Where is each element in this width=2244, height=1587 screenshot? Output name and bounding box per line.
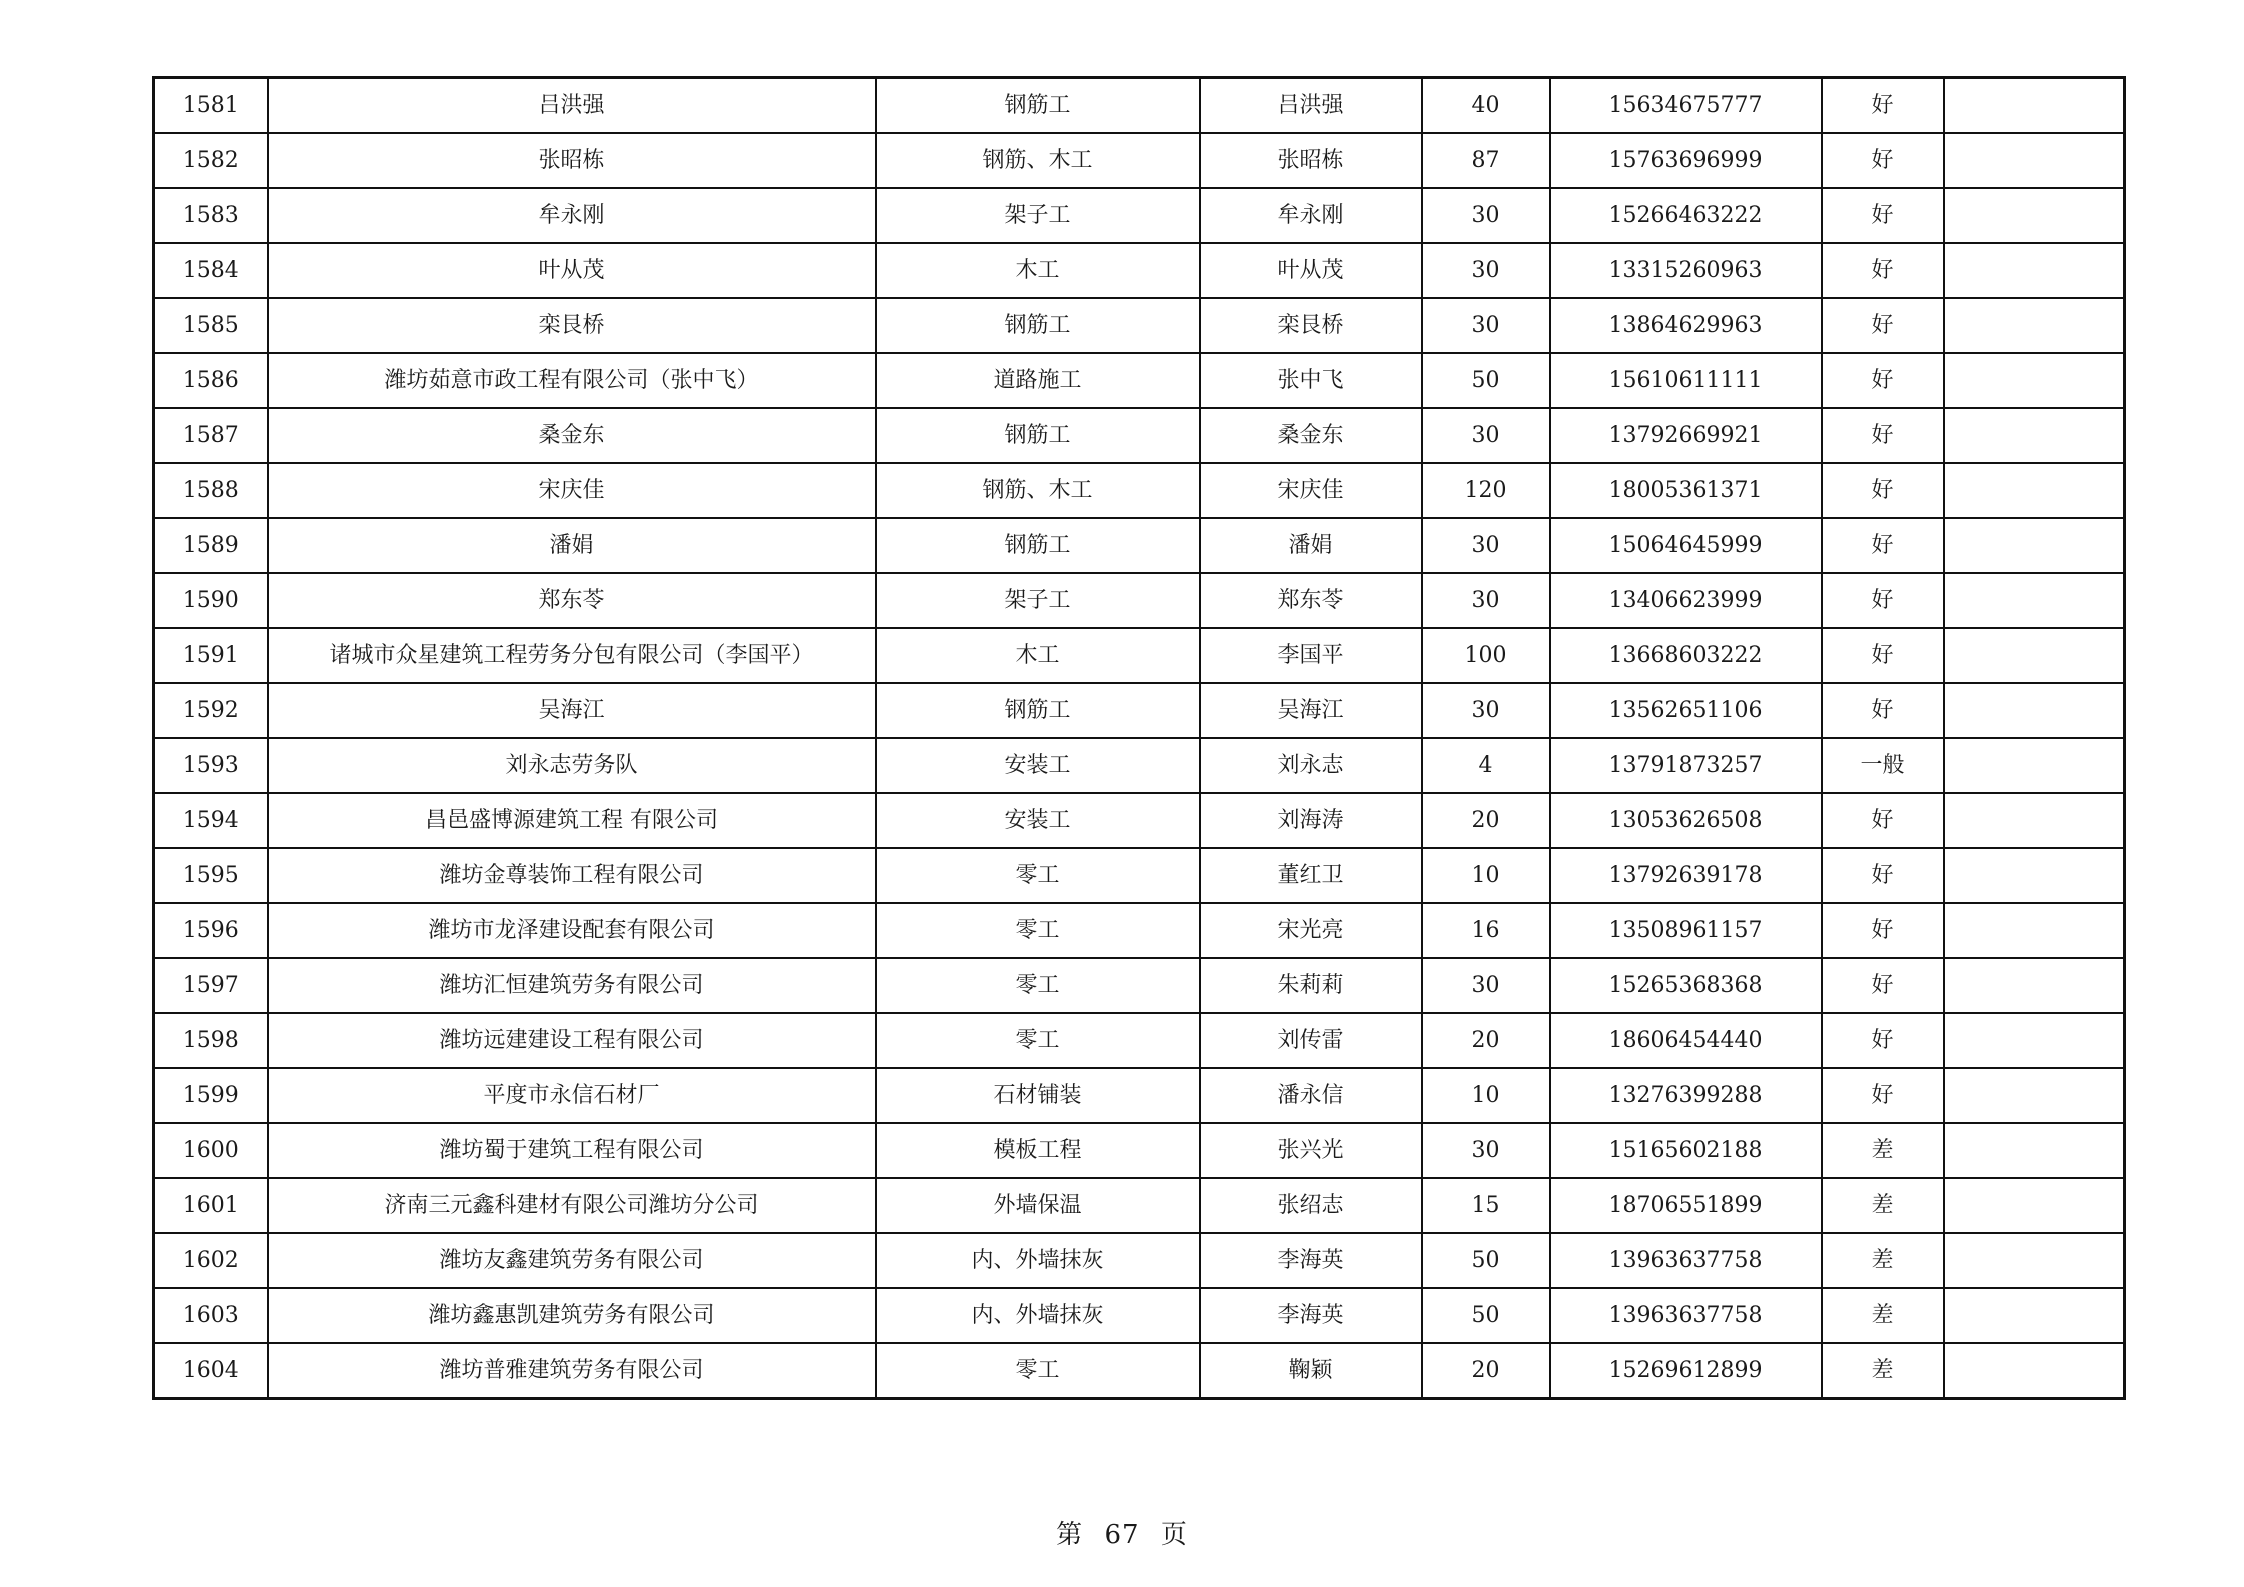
- trade-cell: 内、外墙抹灰: [876, 1288, 1200, 1343]
- remarks-cell: [1944, 408, 2125, 463]
- remarks-cell: [1944, 1123, 2125, 1178]
- headcount-cell: 120: [1422, 463, 1550, 518]
- headcount-cell: 50: [1422, 353, 1550, 408]
- page-prefix: 第: [1056, 1520, 1084, 1550]
- headcount-cell: 10: [1422, 1068, 1550, 1123]
- remarks-cell: [1944, 353, 2125, 408]
- table-row: [154, 1013, 2125, 1068]
- trade-cell: 零工: [876, 848, 1200, 903]
- team-name-cell: 潍坊汇恒建筑劳务有限公司: [268, 958, 876, 1013]
- headcount-cell: 20: [1422, 1343, 1550, 1399]
- row-number-cell: 1587: [154, 408, 268, 463]
- headcount-cell: 16: [1422, 903, 1550, 958]
- remarks-cell: [1944, 188, 2125, 243]
- remarks-cell: [1944, 1343, 2125, 1399]
- row-number-cell: 1596: [154, 903, 268, 958]
- trade-cell: 零工: [876, 958, 1200, 1013]
- headcount-cell: 30: [1422, 408, 1550, 463]
- phone-number-cell: 15266463222: [1550, 188, 1822, 243]
- team-name-cell: 潍坊友鑫建筑劳务有限公司: [268, 1233, 876, 1288]
- contact-person-cell: 鞠颖: [1200, 1343, 1422, 1399]
- rating-cell: 好: [1822, 848, 1944, 903]
- remarks-cell: [1944, 133, 2125, 188]
- remarks-cell: [1944, 1233, 2125, 1288]
- row-number-cell: 1595: [154, 848, 268, 903]
- contact-person-cell: 张兴光: [1200, 1123, 1422, 1178]
- team-name-cell: 潍坊蜀于建筑工程有限公司: [268, 1123, 876, 1178]
- headcount-cell: 87: [1422, 133, 1550, 188]
- remarks-cell: [1944, 793, 2125, 848]
- row-number-cell: 1581: [154, 78, 268, 134]
- rating-cell: 差: [1822, 1233, 1944, 1288]
- remarks-cell: [1944, 1288, 2125, 1343]
- row-number-cell: 1600: [154, 1123, 268, 1178]
- trade-cell: 钢筋工: [876, 408, 1200, 463]
- phone-number-cell: 13864629963: [1550, 298, 1822, 353]
- phone-number-cell: 13668603222: [1550, 628, 1822, 683]
- trade-cell: 钢筋工: [876, 518, 1200, 573]
- page-number: 67: [1104, 1520, 1140, 1550]
- row-number-cell: 1601: [154, 1178, 268, 1233]
- team-name-cell: 潍坊远建建设工程有限公司: [268, 1013, 876, 1068]
- document-page: [152, 76, 2123, 1400]
- row-number-cell: 1593: [154, 738, 268, 793]
- team-name-cell: 平度市永信石材厂: [268, 1068, 876, 1123]
- trade-cell: 零工: [876, 1343, 1200, 1399]
- rating-cell: 好: [1822, 78, 1944, 134]
- contact-person-cell: 刘海涛: [1200, 793, 1422, 848]
- rating-cell: 好: [1822, 958, 1944, 1013]
- team-name-cell: 宋庆佳: [268, 463, 876, 518]
- contact-person-cell: 桑金东: [1200, 408, 1422, 463]
- table-row: [154, 573, 2125, 628]
- rating-cell: 差: [1822, 1343, 1944, 1399]
- trade-cell: 模板工程: [876, 1123, 1200, 1178]
- rating-cell: 好: [1822, 133, 1944, 188]
- rating-cell: 好: [1822, 573, 1944, 628]
- table-row: [154, 188, 2125, 243]
- table-row: [154, 628, 2125, 683]
- contact-person-cell: 张昭栋: [1200, 133, 1422, 188]
- table-row: [154, 133, 2125, 188]
- table-row: [154, 958, 2125, 1013]
- trade-cell: 石材铺装: [876, 1068, 1200, 1123]
- rating-cell: 好: [1822, 903, 1944, 958]
- team-name-cell: 郑东苓: [268, 573, 876, 628]
- row-number-cell: 1604: [154, 1343, 268, 1399]
- rating-cell: 好: [1822, 683, 1944, 738]
- rating-cell: 好: [1822, 463, 1944, 518]
- phone-number-cell: 13053626508: [1550, 793, 1822, 848]
- remarks-cell: [1944, 1068, 2125, 1123]
- team-name-cell: 叶从茂: [268, 243, 876, 298]
- headcount-cell: 10: [1422, 848, 1550, 903]
- table-body: [154, 78, 2125, 1399]
- contact-person-cell: 董红卫: [1200, 848, 1422, 903]
- remarks-cell: [1944, 298, 2125, 353]
- trade-cell: 钢筋、木工: [876, 463, 1200, 518]
- phone-number-cell: 13406623999: [1550, 573, 1822, 628]
- remarks-cell: [1944, 573, 2125, 628]
- headcount-cell: 30: [1422, 573, 1550, 628]
- remarks-cell: [1944, 78, 2125, 134]
- table-row: [154, 793, 2125, 848]
- trade-cell: 钢筋工: [876, 683, 1200, 738]
- headcount-cell: 30: [1422, 518, 1550, 573]
- contact-person-cell: 叶从茂: [1200, 243, 1422, 298]
- row-number-cell: 1599: [154, 1068, 268, 1123]
- team-name-cell: 潍坊茹意市政工程有限公司（张中飞）: [268, 353, 876, 408]
- remarks-cell: [1944, 628, 2125, 683]
- phone-number-cell: 13508961157: [1550, 903, 1822, 958]
- trade-cell: 安装工: [876, 738, 1200, 793]
- labor-team-table: [152, 76, 2126, 1400]
- remarks-cell: [1944, 518, 2125, 573]
- headcount-cell: 50: [1422, 1233, 1550, 1288]
- contact-person-cell: 刘传雷: [1200, 1013, 1422, 1068]
- trade-cell: 钢筋工: [876, 298, 1200, 353]
- remarks-cell: [1944, 848, 2125, 903]
- remarks-cell: [1944, 463, 2125, 518]
- table-row: [154, 408, 2125, 463]
- remarks-cell: [1944, 1178, 2125, 1233]
- phone-number-cell: 13792669921: [1550, 408, 1822, 463]
- row-number-cell: 1598: [154, 1013, 268, 1068]
- phone-number-cell: 13276399288: [1550, 1068, 1822, 1123]
- phone-number-cell: 13963637758: [1550, 1288, 1822, 1343]
- contact-person-cell: 吕洪强: [1200, 78, 1422, 134]
- trade-cell: 零工: [876, 1013, 1200, 1068]
- team-name-cell: 昌邑盛博源建筑工程 有限公司: [268, 793, 876, 848]
- headcount-cell: 30: [1422, 1123, 1550, 1178]
- table-row: [154, 463, 2125, 518]
- headcount-cell: 30: [1422, 958, 1550, 1013]
- trade-cell: 安装工: [876, 793, 1200, 848]
- trade-cell: 道路施工: [876, 353, 1200, 408]
- headcount-cell: 30: [1422, 243, 1550, 298]
- rating-cell: 好: [1822, 628, 1944, 683]
- rating-cell: 好: [1822, 793, 1944, 848]
- team-name-cell: 潘娟: [268, 518, 876, 573]
- remarks-cell: [1944, 243, 2125, 298]
- rating-cell: 好: [1822, 1068, 1944, 1123]
- row-number-cell: 1585: [154, 298, 268, 353]
- phone-number-cell: 13315260963: [1550, 243, 1822, 298]
- headcount-cell: 30: [1422, 683, 1550, 738]
- phone-number-cell: 13791873257: [1550, 738, 1822, 793]
- table-row: [154, 1288, 2125, 1343]
- headcount-cell: 30: [1422, 188, 1550, 243]
- row-number-cell: 1602: [154, 1233, 268, 1288]
- contact-person-cell: 张中飞: [1200, 353, 1422, 408]
- rating-cell: 好: [1822, 353, 1944, 408]
- phone-number-cell: 18005361371: [1550, 463, 1822, 518]
- table-row: [154, 1343, 2125, 1399]
- headcount-cell: 15: [1422, 1178, 1550, 1233]
- phone-number-cell: 18706551899: [1550, 1178, 1822, 1233]
- row-number-cell: 1583: [154, 188, 268, 243]
- page-footer: [0, 1514, 2244, 1551]
- table-row: [154, 78, 2125, 134]
- row-number-cell: 1588: [154, 463, 268, 518]
- team-name-cell: 吴海江: [268, 683, 876, 738]
- row-number-cell: 1589: [154, 518, 268, 573]
- rating-cell: 差: [1822, 1123, 1944, 1178]
- row-number-cell: 1591: [154, 628, 268, 683]
- table-row: [154, 298, 2125, 353]
- team-name-cell: 张昭栋: [268, 133, 876, 188]
- trade-cell: 内、外墙抹灰: [876, 1233, 1200, 1288]
- row-number-cell: 1584: [154, 243, 268, 298]
- page-suffix: 页: [1160, 1520, 1188, 1550]
- table-row: [154, 1233, 2125, 1288]
- rating-cell: 好: [1822, 188, 1944, 243]
- contact-person-cell: 李海英: [1200, 1233, 1422, 1288]
- table-row: [154, 848, 2125, 903]
- rating-cell: 好: [1822, 243, 1944, 298]
- headcount-cell: 20: [1422, 793, 1550, 848]
- trade-cell: 架子工: [876, 188, 1200, 243]
- phone-number-cell: 18606454440: [1550, 1013, 1822, 1068]
- phone-number-cell: 15265368368: [1550, 958, 1822, 1013]
- contact-person-cell: 朱莉莉: [1200, 958, 1422, 1013]
- headcount-cell: 50: [1422, 1288, 1550, 1343]
- rating-cell: 好: [1822, 1013, 1944, 1068]
- contact-person-cell: 潘娟: [1200, 518, 1422, 573]
- team-name-cell: 刘永志劳务队: [268, 738, 876, 793]
- contact-person-cell: 李国平: [1200, 628, 1422, 683]
- rating-cell: 好: [1822, 298, 1944, 353]
- row-number-cell: 1592: [154, 683, 268, 738]
- rating-cell: 差: [1822, 1288, 1944, 1343]
- phone-number-cell: 13562651106: [1550, 683, 1822, 738]
- phone-number-cell: 15064645999: [1550, 518, 1822, 573]
- trade-cell: 钢筋、木工: [876, 133, 1200, 188]
- trade-cell: 外墙保温: [876, 1178, 1200, 1233]
- phone-number-cell: 13963637758: [1550, 1233, 1822, 1288]
- table-row: [154, 903, 2125, 958]
- contact-person-cell: 刘永志: [1200, 738, 1422, 793]
- table-row: [154, 1123, 2125, 1178]
- table-row: [154, 243, 2125, 298]
- phone-number-cell: 15763696999: [1550, 133, 1822, 188]
- contact-person-cell: 郑东苓: [1200, 573, 1422, 628]
- table-row: [154, 353, 2125, 408]
- headcount-cell: 4: [1422, 738, 1550, 793]
- row-number-cell: 1597: [154, 958, 268, 1013]
- phone-number-cell: 15269612899: [1550, 1343, 1822, 1399]
- remarks-cell: [1944, 1013, 2125, 1068]
- row-number-cell: 1586: [154, 353, 268, 408]
- contact-person-cell: 李海英: [1200, 1288, 1422, 1343]
- row-number-cell: 1582: [154, 133, 268, 188]
- team-name-cell: 济南三元鑫科建材有限公司潍坊分公司: [268, 1178, 876, 1233]
- remarks-cell: [1944, 903, 2125, 958]
- table-row: [154, 683, 2125, 738]
- trade-cell: 零工: [876, 903, 1200, 958]
- contact-person-cell: 宋庆佳: [1200, 463, 1422, 518]
- phone-number-cell: 15610611111: [1550, 353, 1822, 408]
- remarks-cell: [1944, 683, 2125, 738]
- phone-number-cell: 13792639178: [1550, 848, 1822, 903]
- table-row: [154, 1178, 2125, 1233]
- trade-cell: 钢筋工: [876, 78, 1200, 134]
- headcount-cell: 100: [1422, 628, 1550, 683]
- row-number-cell: 1603: [154, 1288, 268, 1343]
- table-row: [154, 738, 2125, 793]
- team-name-cell: 栾艮桥: [268, 298, 876, 353]
- headcount-cell: 40: [1422, 78, 1550, 134]
- contact-person-cell: 张绍志: [1200, 1178, 1422, 1233]
- contact-person-cell: 吴海江: [1200, 683, 1422, 738]
- team-name-cell: 桑金东: [268, 408, 876, 463]
- contact-person-cell: 潘永信: [1200, 1068, 1422, 1123]
- remarks-cell: [1944, 738, 2125, 793]
- headcount-cell: 20: [1422, 1013, 1550, 1068]
- remarks-cell: [1944, 958, 2125, 1013]
- rating-cell: 一般: [1822, 738, 1944, 793]
- team-name-cell: 潍坊鑫惠凯建筑劳务有限公司: [268, 1288, 876, 1343]
- team-name-cell: 诸城市众星建筑工程劳务分包有限公司（李国平）: [268, 628, 876, 683]
- row-number-cell: 1594: [154, 793, 268, 848]
- phone-number-cell: 15165602188: [1550, 1123, 1822, 1178]
- team-name-cell: 潍坊普雅建筑劳务有限公司: [268, 1343, 876, 1399]
- contact-person-cell: 牟永刚: [1200, 188, 1422, 243]
- contact-person-cell: 宋光亮: [1200, 903, 1422, 958]
- trade-cell: 木工: [876, 628, 1200, 683]
- row-number-cell: 1590: [154, 573, 268, 628]
- trade-cell: 木工: [876, 243, 1200, 298]
- table-row: [154, 518, 2125, 573]
- trade-cell: 架子工: [876, 573, 1200, 628]
- rating-cell: 好: [1822, 518, 1944, 573]
- rating-cell: 好: [1822, 408, 1944, 463]
- team-name-cell: 潍坊市龙泽建设配套有限公司: [268, 903, 876, 958]
- team-name-cell: 潍坊金尊装饰工程有限公司: [268, 848, 876, 903]
- contact-person-cell: 栾艮桥: [1200, 298, 1422, 353]
- team-name-cell: 吕洪强: [268, 78, 876, 134]
- rating-cell: 差: [1822, 1178, 1944, 1233]
- team-name-cell: 牟永刚: [268, 188, 876, 243]
- headcount-cell: 30: [1422, 298, 1550, 353]
- phone-number-cell: 15634675777: [1550, 78, 1822, 134]
- table-row: [154, 1068, 2125, 1123]
